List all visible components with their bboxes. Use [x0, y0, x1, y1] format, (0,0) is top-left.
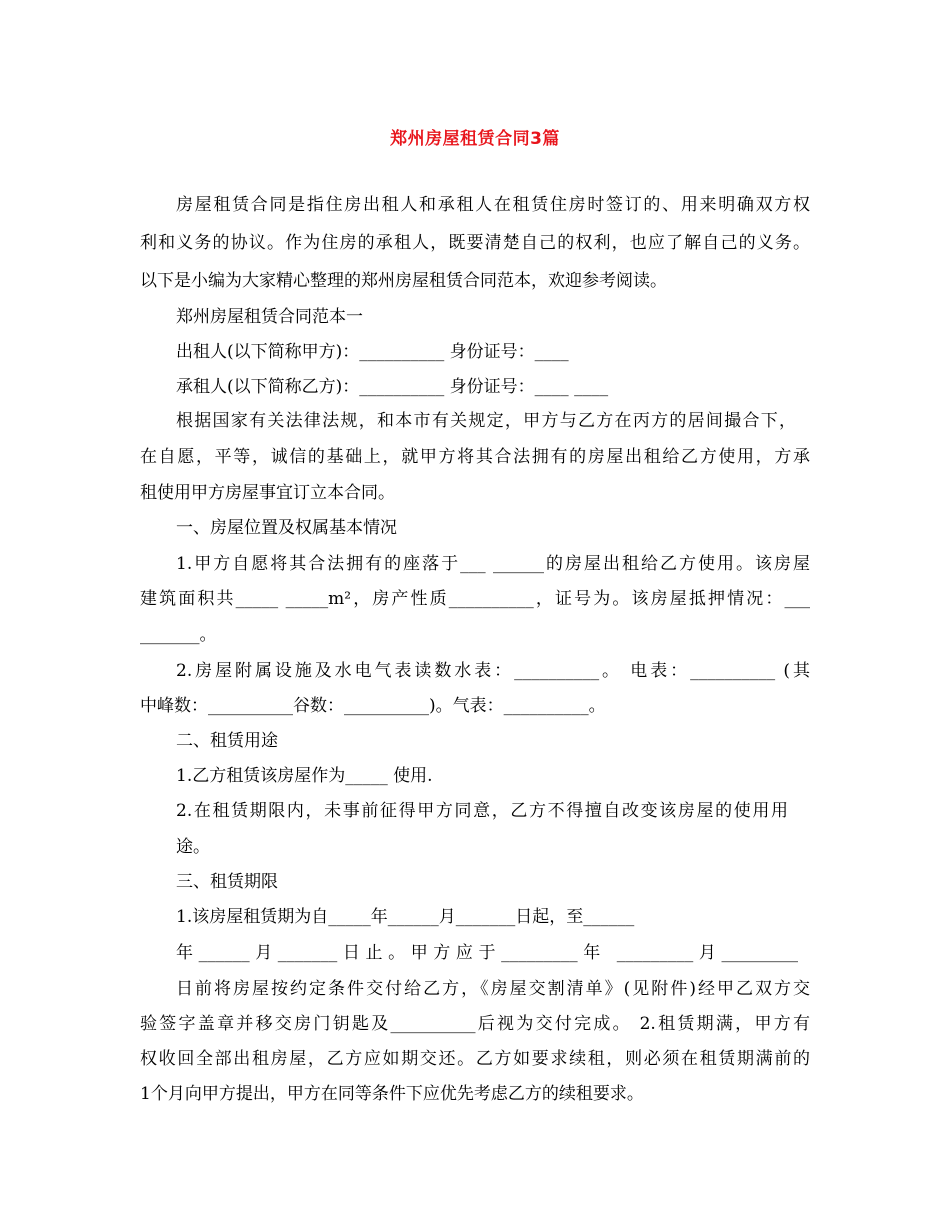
- paragraph-line: 根据国家有关法律法规，和本市有关规定，甲方与乙方在丙方的居间撮合下，: [176, 411, 796, 431]
- paragraph-line: 1.甲方自愿将其合法拥有的座落于___ ______的房屋出租给乙方使用。该房屋: [176, 554, 810, 574]
- paragraph-line: 中峰数：__________谷数：__________)。气表：__________。: [140, 696, 606, 716]
- paragraph-line: 2.房屋附属设施及水电气表读数水表：__________。 电表：__________ (其: [176, 661, 810, 681]
- section-heading: 二、租赁用途: [176, 731, 278, 751]
- section-heading: 三、租赁期限: [176, 872, 278, 892]
- section-heading: 一、房屋位置及权属基本情况: [176, 518, 397, 538]
- paragraph-line: 1.乙方租赁该房屋作为_____ 使用.: [176, 766, 433, 786]
- paragraph-line: 2.在租赁期限内，未事前征得甲方同意，乙方不得擅自改变该房屋的使用用: [176, 801, 788, 821]
- document-title: 郑州房屋租赁合同3篇: [390, 129, 560, 149]
- form-line: 出租人(以下简称甲方)：__________ 身份证号：____: [176, 342, 569, 362]
- paragraph-line: 1个月向甲方提出，甲方在同等条件下应优先考虑乙方的续租要求。: [140, 1084, 644, 1104]
- paragraph-line: 建筑面积共_____ _____m²，房产性质__________，证号为。该房屋抵押情况：___: [140, 589, 810, 609]
- paragraph-line: 租使用甲方房屋事宜订立本合同。: [140, 483, 395, 503]
- paragraph-line: 在自愿，平等，诚信的基础上，就甲方将其合法拥有的房屋出租给乙方使用，方承: [140, 447, 810, 467]
- paragraph-line: 房屋租赁合同是指住房出租人和承租人在租赁住房时签订的、用来明确双方权: [176, 195, 810, 215]
- paragraph-line: 1.该房屋租赁期为自_____年______月_______日起，至______: [176, 907, 635, 927]
- paragraph-line: 途。: [176, 837, 210, 857]
- paragraph-line: 以下是小编为大家精心整理的郑州房屋租赁合同范本，欢迎参考阅读。: [140, 271, 667, 291]
- paragraph-line: _______。: [140, 625, 217, 645]
- paragraph-line: 利和义务的协议。作为住房的承租人，既要清楚自己的权利，也应了解自己的义务。: [140, 233, 810, 253]
- paragraph-line: 年______月_______日止。甲方应于_________年 _________月_________: [176, 943, 798, 963]
- paragraph-line: 日前将房屋按约定条件交付给乙方，《房屋交割清单》(见附件)经甲乙双方交: [176, 979, 810, 999]
- section-heading: 郑州房屋租赁合同范本一: [176, 307, 363, 327]
- paragraph-line: 权收回全部出租房屋，乙方应如期交还。乙方如要求续租，则必须在租赁期满前的: [140, 1049, 810, 1069]
- form-line: 承租人(以下简称乙方)：__________ 身份证号：____ ____: [176, 377, 609, 397]
- paragraph-line: 验签字盖章并移交房门钥匙及__________后视为交付完成。 2.租赁期满，甲方有: [140, 1014, 810, 1034]
